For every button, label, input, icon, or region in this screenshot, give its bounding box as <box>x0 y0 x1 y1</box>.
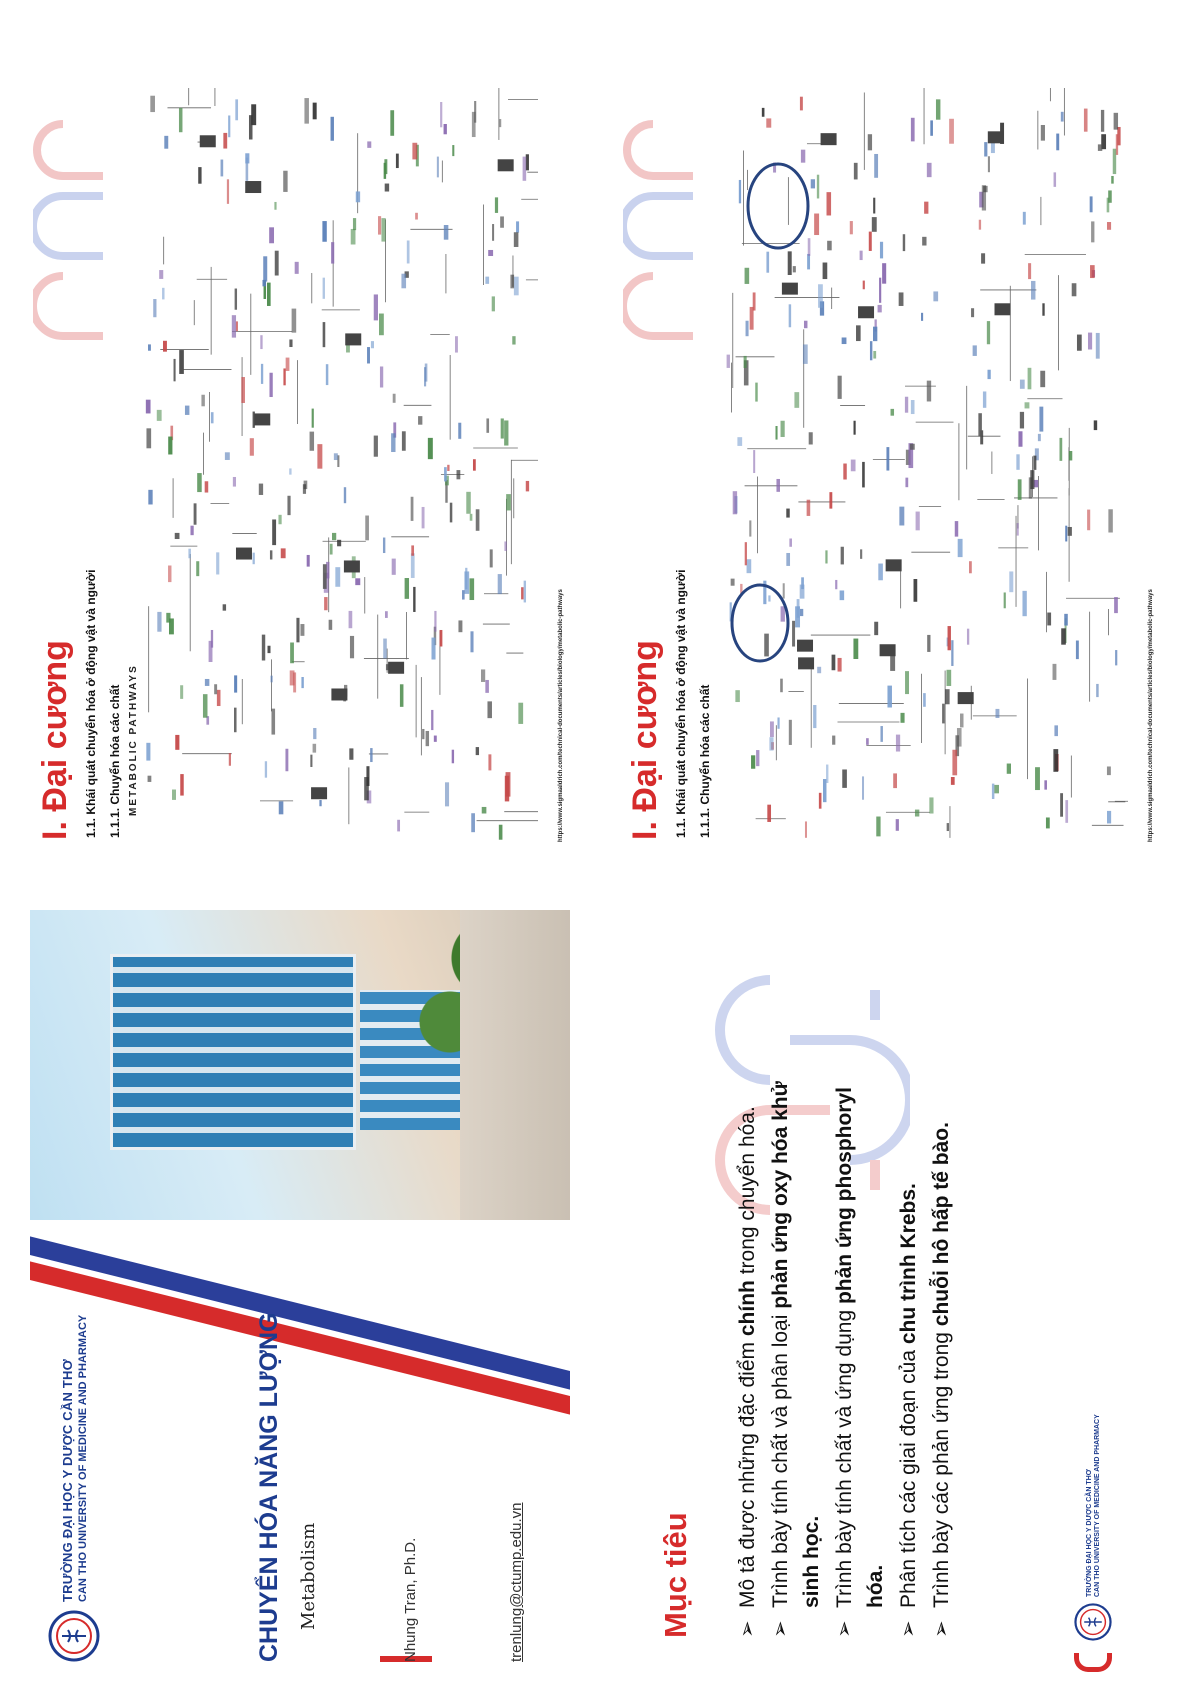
building-graphic <box>110 954 356 1150</box>
objectives-title: Mục tiêu <box>658 1512 693 1638</box>
university-name-vn: TRƯỜNG ĐẠI HỌC Y DƯỢC CẦN THƠ <box>1085 1469 1093 1597</box>
source-url: https://www.sigmaaldrich.com/technical-documents/articles/biology/metabolic-pathways <box>558 589 564 842</box>
highlight-circle <box>732 585 788 661</box>
pathway-network-b <box>727 88 1128 838</box>
subsubsection-heading: 1.1.1. Chuyển hóa các chất <box>108 684 122 838</box>
arrow-bullet-icon: ➢ <box>736 1620 759 1638</box>
university-name-en: CAN THO UNIVERSITY OF MEDICINE AND PHARMACY <box>1093 1414 1101 1597</box>
university-name-en: CAN THO UNIVERSITY OF MEDICINE AND PHARMACY <box>76 1314 89 1602</box>
objective-item: ➢ Trình bày tính chất và phân loại phản ứng oxy hóa khử sinh học. <box>765 1078 827 1638</box>
slide-title <box>30 910 570 1690</box>
arrow-bullet-icon: ➢ <box>897 1620 920 1638</box>
section-title: I. Đại cương <box>626 640 664 840</box>
pathway-network-a <box>146 88 538 840</box>
arrow-bullet-icon: ➢ <box>833 1620 856 1638</box>
map-heading: METABOLIC PATHWAYS <box>128 664 139 816</box>
presentation-subtitle: Metabolism <box>298 1522 319 1630</box>
objective-item: ➢ Phân tích các giai đoạn của chu trình Krebs. <box>893 1078 924 1638</box>
objective-item: ➢ Mô tả được những đặc điểm chính trong chuyển hóa. <box>732 1078 763 1638</box>
pathway-diagram <box>138 88 538 848</box>
red-arc-icon <box>1074 1653 1112 1672</box>
arrow-bullet-icon: ➢ <box>930 1620 953 1638</box>
slide-objectives <box>620 910 1160 1690</box>
objective-item: ➢ Trình bày các phản ứng trong chuỗi hô hấp tế bào. <box>926 1078 957 1638</box>
slide-metabolic-map-1 <box>30 80 570 860</box>
watermark-rings-icon <box>623 116 703 346</box>
source-url: https://www.sigmaaldrich.com/technical-documents/articles/biology/metabolic-pathways <box>1148 589 1154 842</box>
university-logo-small <box>1074 1414 1112 1672</box>
objective-item: ➢ Trình bày tính chất và ứng dụng phản ứng phosphoryl hóa. <box>829 1078 891 1638</box>
subsection-heading: 1.1. Khái quát chuyển hóa ở động vật và người <box>84 569 98 838</box>
highlight-circle <box>748 164 808 248</box>
watermark-rings-icon <box>33 116 113 346</box>
subsection-heading: 1.1. Khái quát chuyển hóa ở động vật và người <box>674 569 688 838</box>
author-name: Nhung Tran, Ph.D. <box>402 1537 419 1662</box>
author-email-link[interactable]: trenlung@ctump.edu.vn <box>508 1502 525 1662</box>
presentation-title: CHUYỂN HÓA NĂNG LƯỢNG <box>255 1312 283 1662</box>
university-seal-icon <box>1074 1603 1112 1641</box>
arrow-bullet-icon: ➢ <box>769 1620 792 1638</box>
metabolic-pathway-map-annotated <box>720 88 1128 848</box>
university-name-vn: TRƯỜNG ĐẠI HỌC Y DƯỢC CẦN THƠ <box>59 1359 75 1602</box>
university-logo <box>48 1315 100 1662</box>
objectives-list <box>732 1078 959 1638</box>
section-title: I. Đại cương <box>36 640 74 840</box>
pathway-diagram <box>720 88 1128 848</box>
slide-metabolic-map-2 <box>620 80 1160 860</box>
plaza-graphic <box>460 910 570 1220</box>
university-seal-icon <box>48 1610 100 1662</box>
metabolic-pathway-map <box>138 88 538 848</box>
subsubsection-heading: 1.1.1. Chuyển hóa các chất <box>698 684 712 838</box>
